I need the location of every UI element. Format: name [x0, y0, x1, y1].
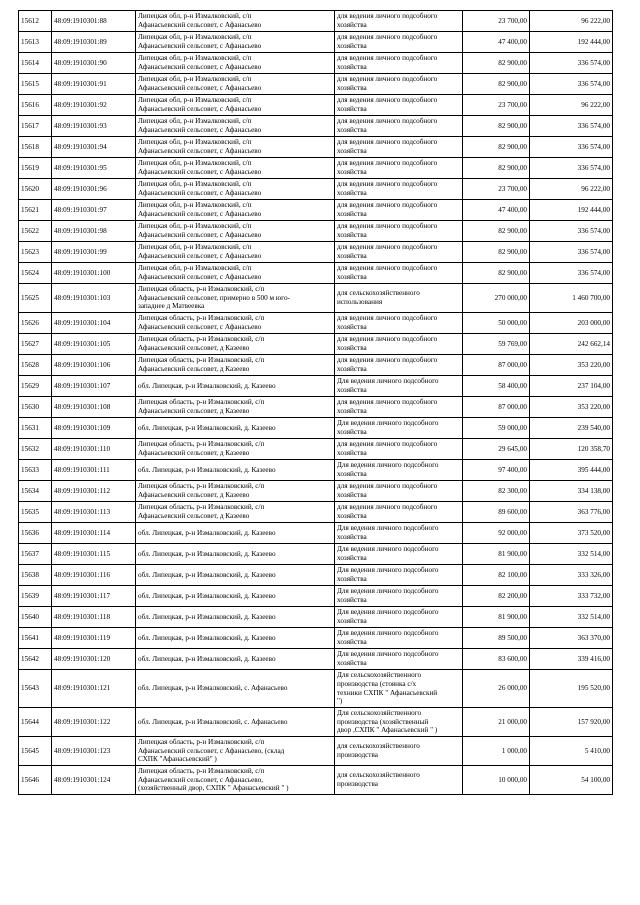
table-row [19, 221, 613, 242]
cadastral-value-cell: 192 444,00 [530, 32, 613, 53]
area-cell: 82 900,00 [463, 53, 530, 74]
table-row [19, 737, 613, 766]
row-number-cell: 15620 [19, 179, 52, 200]
row-number-cell: 15626 [19, 313, 52, 334]
cadastral-number-cell: 48:09:1910301:92 [52, 95, 136, 116]
area-cell: 87 000,00 [463, 397, 530, 418]
area-cell: 82 900,00 [463, 158, 530, 179]
area-cell: 81 900,00 [463, 544, 530, 565]
cadastral-number-cell: 48:09:1910301:117 [52, 586, 136, 607]
address-cell: Липецкая область, р-н Измалковский, с/п Афанасьевский сельсовет, д Казеево [136, 397, 335, 418]
area-cell: 23 700,00 [463, 95, 530, 116]
area-cell: 21 000,00 [463, 708, 530, 737]
land-use-cell: для ведения личного подсобного хозяйства [335, 397, 463, 418]
area-cell: 82 900,00 [463, 74, 530, 95]
address-cell: Липецкая обл, р-н Измалковский, с/п Афанасьевский сельсовет, с Афанасьево [136, 95, 335, 116]
cadastral-number-cell: 48:09:1910301:98 [52, 221, 136, 242]
table-row [19, 523, 613, 544]
address-cell: обл. Липецкая, р-н Измалковский, д. Казеево [136, 586, 335, 607]
address-cell: обл. Липецкая, р-н Измалковский, с. Афанасьево [136, 670, 335, 708]
cadastral-value-cell: 96 222,00 [530, 179, 613, 200]
area-cell: 10 000,00 [463, 766, 530, 795]
land-use-cell: для ведения личного подсобного хозяйства [335, 355, 463, 376]
table-row [19, 158, 613, 179]
cadastral-number-cell: 48:09:1910301:115 [52, 544, 136, 565]
address-cell: Липецкая обл, р-н Измалковский, с/п Афанасьевский сельсовет, с Афанасьево [136, 263, 335, 284]
table-row [19, 376, 613, 397]
row-number-cell: 15616 [19, 95, 52, 116]
cadastral-number-cell: 48:09:1910301:119 [52, 628, 136, 649]
cadastral-value-cell: 333 732,00 [530, 586, 613, 607]
cadastral-number-cell: 48:09:1910301:104 [52, 313, 136, 334]
row-number-cell: 15635 [19, 502, 52, 523]
address-cell: Липецкая обл, р-н Измалковский, с/п Афанасьевский сельсовет, с Афанасьево [136, 11, 335, 32]
address-cell: обл. Липецкая, р-н Измалковский, с. Афанасьево [136, 708, 335, 737]
cadastral-number-cell: 48:09:1910301:108 [52, 397, 136, 418]
land-use-cell: Для сельскохозяйственного производства (стоянка с/х техники СХПК " Афанасьевский ") [335, 670, 463, 708]
cadastral-number-cell: 48:09:1910301:124 [52, 766, 136, 795]
cadastral-number-cell: 48:09:1910301:122 [52, 708, 136, 737]
cadastral-number-cell: 48:09:1910301:95 [52, 158, 136, 179]
address-cell: обл. Липецкая, р-н Измалковский, д. Казеево [136, 544, 335, 565]
cadastral-number-cell: 48:09:1910301:116 [52, 565, 136, 586]
land-use-cell: Для ведения личного подсобного хозяйства [335, 586, 463, 607]
row-number-cell: 15617 [19, 116, 52, 137]
land-use-cell: Для ведения личного подсобного хозяйства [335, 544, 463, 565]
cadastral-value-cell: 336 574,00 [530, 116, 613, 137]
row-number-cell: 15614 [19, 53, 52, 74]
land-use-cell: Для ведения личного подсобного хозяйства [335, 565, 463, 586]
land-parcel-table [18, 10, 613, 795]
cadastral-number-cell: 48:09:1910301:90 [52, 53, 136, 74]
address-cell: обл. Липецкая, р-н Измалковский, д. Казеево [136, 418, 335, 439]
row-number-cell: 15638 [19, 565, 52, 586]
row-number-cell: 15629 [19, 376, 52, 397]
address-cell: Липецкая область, р-н Измалковский, с/п Афанасьевский сельсовет, д Казеево [136, 355, 335, 376]
table-row [19, 439, 613, 460]
address-cell: обл. Липецкая, р-н Измалковский, д. Казеево [136, 523, 335, 544]
cadastral-number-cell: 48:09:1910301:106 [52, 355, 136, 376]
cadastral-value-cell: 332 514,00 [530, 607, 613, 628]
table-row [19, 418, 613, 439]
area-cell: 82 900,00 [463, 263, 530, 284]
row-number-cell: 15631 [19, 418, 52, 439]
cadastral-value-cell: 363 370,00 [530, 628, 613, 649]
land-use-cell: для ведения личного подсобного хозяйства [335, 313, 463, 334]
cadastral-number-cell: 48:09:1910301:91 [52, 74, 136, 95]
cadastral-value-cell: 332 514,00 [530, 544, 613, 565]
table-row [19, 200, 613, 221]
row-number-cell: 15623 [19, 242, 52, 263]
row-number-cell: 15630 [19, 397, 52, 418]
land-use-cell: для ведения личного подсобного хозяйства [335, 32, 463, 53]
row-number-cell: 15624 [19, 263, 52, 284]
table-row [19, 179, 613, 200]
row-number-cell: 15641 [19, 628, 52, 649]
cadastral-number-cell: 48:09:1910301:94 [52, 137, 136, 158]
cadastral-number-cell: 48:09:1910301:107 [52, 376, 136, 397]
area-cell: 81 900,00 [463, 607, 530, 628]
land-use-cell: для ведения личного подсобного хозяйства [335, 158, 463, 179]
cadastral-number-cell: 48:09:1910301:113 [52, 502, 136, 523]
area-cell: 58 400,00 [463, 376, 530, 397]
table-row [19, 116, 613, 137]
area-cell: 82 100,00 [463, 565, 530, 586]
cadastral-value-cell: 336 574,00 [530, 74, 613, 95]
area-cell: 87 000,00 [463, 355, 530, 376]
cadastral-value-cell: 395 444,00 [530, 460, 613, 481]
cadastral-number-cell: 48:09:1910301:111 [52, 460, 136, 481]
land-use-cell: для ведения личного подсобного хозяйства [335, 439, 463, 460]
land-use-cell: Для ведения личного подсобного хозяйства [335, 607, 463, 628]
cadastral-value-cell: 336 574,00 [530, 263, 613, 284]
cadastral-value-cell: 203 000,00 [530, 313, 613, 334]
cadastral-number-cell: 48:09:1910301:114 [52, 523, 136, 544]
address-cell: Липецкая обл, р-н Измалковский, с/п Афанасьевский сельсовет, с Афанасьево [136, 179, 335, 200]
area-cell: 47 400,00 [463, 200, 530, 221]
table-row [19, 649, 613, 670]
address-cell: Липецкая область, р-н Измалковский, с/п Афанасьевский сельсовет, с Афанасьево [136, 313, 335, 334]
table-row [19, 242, 613, 263]
cadastral-number-cell: 48:09:1910301:123 [52, 737, 136, 766]
land-use-cell: для ведения личного подсобного хозяйства [335, 334, 463, 355]
address-cell: Липецкая обл, р-н Измалковский, с/п Афанасьевский сельсовет, с Афанасьево [136, 74, 335, 95]
area-cell: 270 000,00 [463, 284, 530, 313]
land-use-cell: для ведения личного подсобного хозяйства [335, 11, 463, 32]
cadastral-number-cell: 48:09:1910301:93 [52, 116, 136, 137]
cadastral-number-cell: 48:09:1910301:105 [52, 334, 136, 355]
address-cell: Липецкая область, р-н Измалковский, с/п Афанасьевский сельсовет, д Казеево [136, 439, 335, 460]
table-row [19, 32, 613, 53]
land-use-cell: Для сельскохозяйственного производства (хозяйственный двор ,СХПК " Афанасьевский " ) [335, 708, 463, 737]
land-use-cell: для ведения личного подсобного хозяйства [335, 74, 463, 95]
area-cell: 23 700,00 [463, 11, 530, 32]
land-use-cell: для сельскохозяйственного использования [335, 284, 463, 313]
row-number-cell: 15619 [19, 158, 52, 179]
row-number-cell: 15646 [19, 766, 52, 795]
table-row [19, 607, 613, 628]
table-row [19, 74, 613, 95]
table-row [19, 481, 613, 502]
cadastral-number-cell: 48:09:1910301:110 [52, 439, 136, 460]
land-use-cell: для сельскохозяйственного производства [335, 737, 463, 766]
area-cell: 97 400,00 [463, 460, 530, 481]
table-row [19, 586, 613, 607]
table-row [19, 708, 613, 737]
cadastral-value-cell: 339 416,00 [530, 649, 613, 670]
table-row [19, 460, 613, 481]
area-cell: 29 645,00 [463, 439, 530, 460]
row-number-cell: 15637 [19, 544, 52, 565]
cadastral-value-cell: 336 574,00 [530, 53, 613, 74]
address-cell: обл. Липецкая, р-н Измалковский, д. Казеево [136, 607, 335, 628]
land-use-cell: для сельскохозяйственного производства [335, 766, 463, 795]
cadastral-value-cell: 353 220,00 [530, 397, 613, 418]
area-cell: 89 500,00 [463, 628, 530, 649]
cadastral-value-cell: 237 104,00 [530, 376, 613, 397]
row-number-cell: 15640 [19, 607, 52, 628]
row-number-cell: 15622 [19, 221, 52, 242]
row-number-cell: 15612 [19, 11, 52, 32]
address-cell: обл. Липецкая, р-н Измалковский, д. Казеево [136, 376, 335, 397]
address-cell: Липецкая обл, р-н Измалковский, с/п Афанасьевский сельсовет, с Афанасьево [136, 32, 335, 53]
row-number-cell: 15627 [19, 334, 52, 355]
table-row [19, 263, 613, 284]
cadastral-number-cell: 48:09:1910301:97 [52, 200, 136, 221]
table-row [19, 628, 613, 649]
area-cell: 59 769,00 [463, 334, 530, 355]
area-cell: 26 000,00 [463, 670, 530, 708]
table-row [19, 502, 613, 523]
cadastral-value-cell: 336 574,00 [530, 242, 613, 263]
address-cell: Липецкая обл, р-н Измалковский, с/п Афанасьевский сельсовет, с Афанасьево [136, 200, 335, 221]
table-row [19, 670, 613, 708]
cadastral-value-cell: 353 220,00 [530, 355, 613, 376]
area-cell: 59 000,00 [463, 418, 530, 439]
address-cell: Липецкая область, р-н Измалковский, с/п Афанасьевский сельсовет, с Афанасьево, (склад СХПК "Афанасьевский" ) [136, 737, 335, 766]
land-use-cell: для ведения личного подсобного хозяйства [335, 481, 463, 502]
row-number-cell: 15621 [19, 200, 52, 221]
cadastral-number-cell: 48:09:1910301:88 [52, 11, 136, 32]
cadastral-value-cell: 336 574,00 [530, 158, 613, 179]
cadastral-value-cell: 120 358,70 [530, 439, 613, 460]
land-use-cell: для ведения личного подсобного хозяйства [335, 263, 463, 284]
row-number-cell: 15615 [19, 74, 52, 95]
land-use-cell: Для ведения личного подсобного хозяйства [335, 460, 463, 481]
cadastral-number-cell: 48:09:1910301:120 [52, 649, 136, 670]
row-number-cell: 15644 [19, 708, 52, 737]
address-cell: Липецкая обл, р-н Измалковский, с/п Афанасьевский сельсовет, с Афанасьево [136, 158, 335, 179]
cadastral-value-cell: 336 574,00 [530, 137, 613, 158]
land-use-cell: Для ведения личного подсобного хозяйства [335, 523, 463, 544]
table-row [19, 544, 613, 565]
land-use-cell: для ведения личного подсобного хозяйства [335, 137, 463, 158]
area-cell: 89 600,00 [463, 502, 530, 523]
cadastral-value-cell: 239 540,00 [530, 418, 613, 439]
table-row [19, 397, 613, 418]
area-cell: 50 000,00 [463, 313, 530, 334]
row-number-cell: 15636 [19, 523, 52, 544]
cadastral-value-cell: 242 662,14 [530, 334, 613, 355]
land-use-cell: Для ведения личного подсобного хозяйства [335, 418, 463, 439]
cadastral-number-cell: 48:09:1910301:103 [52, 284, 136, 313]
cadastral-number-cell: 48:09:1910301:100 [52, 263, 136, 284]
area-cell: 83 600,00 [463, 649, 530, 670]
address-cell: Липецкая область, р-н Измалковский, с/п Афанасьевский сельсовет, д Казеево [136, 481, 335, 502]
cadastral-value-cell: 1 460 700,00 [530, 284, 613, 313]
area-cell: 82 900,00 [463, 116, 530, 137]
cadastral-number-cell: 48:09:1910301:89 [52, 32, 136, 53]
address-cell: Липецкая обл, р-н Измалковский, с/п Афанасьевский сельсовет, с Афанасьево [136, 221, 335, 242]
area-cell: 82 200,00 [463, 586, 530, 607]
table-row [19, 766, 613, 795]
land-use-cell: для ведения личного подсобного хозяйства [335, 221, 463, 242]
row-number-cell: 15632 [19, 439, 52, 460]
table-body [19, 11, 613, 795]
area-cell: 82 900,00 [463, 137, 530, 158]
table-row [19, 334, 613, 355]
row-number-cell: 15613 [19, 32, 52, 53]
address-cell: Липецкая обл, р-н Измалковский, с/п Афанасьевский сельсовет, с Афанасьево [136, 242, 335, 263]
land-use-cell: для ведения личного подсобного хозяйства [335, 95, 463, 116]
address-cell: Липецкая обл, р-н Измалковский, с/п Афанасьевский сельсовет, с Афанасьево [136, 53, 335, 74]
row-number-cell: 15625 [19, 284, 52, 313]
address-cell: Липецкая обл, р-н Измалковский, с/п Афанасьевский сельсовет, с Афанасьево [136, 137, 335, 158]
address-cell: Липецкая обл, р-н Измалковский, с/п Афанасьевский сельсовет, с Афанасьево [136, 116, 335, 137]
cadastral-value-cell: 54 100,00 [530, 766, 613, 795]
cadastral-value-cell: 334 138,00 [530, 481, 613, 502]
row-number-cell: 15634 [19, 481, 52, 502]
cadastral-number-cell: 48:09:1910301:96 [52, 179, 136, 200]
row-number-cell: 15643 [19, 670, 52, 708]
cadastral-number-cell: 48:09:1910301:99 [52, 242, 136, 263]
land-use-cell: для ведения личного подсобного хозяйства [335, 179, 463, 200]
table-row [19, 284, 613, 313]
table-row [19, 565, 613, 586]
row-number-cell: 15639 [19, 586, 52, 607]
table-row [19, 313, 613, 334]
cadastral-value-cell: 157 920,00 [530, 708, 613, 737]
address-cell: Липецкая область, р-н Измалковский, с/п Афанасьевский сельсовет, д Казеево [136, 334, 335, 355]
land-use-cell: Для ведения личного подсобного хозяйства [335, 649, 463, 670]
cadastral-value-cell: 336 574,00 [530, 221, 613, 242]
table-row [19, 11, 613, 32]
table-row [19, 137, 613, 158]
address-cell: обл. Липецкая, р-н Измалковский, д. Казеево [136, 628, 335, 649]
cadastral-number-cell: 48:09:1910301:118 [52, 607, 136, 628]
cadastral-value-cell: 192 444,00 [530, 200, 613, 221]
area-cell: 92 000,00 [463, 523, 530, 544]
row-number-cell: 15633 [19, 460, 52, 481]
row-number-cell: 15642 [19, 649, 52, 670]
land-use-cell: для ведения личного подсобного хозяйства [335, 53, 463, 74]
area-cell: 1 000,00 [463, 737, 530, 766]
cadastral-value-cell: 5 410,00 [530, 737, 613, 766]
cadastral-number-cell: 48:09:1910301:112 [52, 481, 136, 502]
cadastral-number-cell: 48:09:1910301:109 [52, 418, 136, 439]
row-number-cell: 15645 [19, 737, 52, 766]
address-cell: Липецкая область, р-н Измалковский, с/п Афанасьевский сельсовет, примерно в 500 м юго- западнее д Матвеевка [136, 284, 335, 313]
land-use-cell: Для ведения личного подсобного хозяйства [335, 376, 463, 397]
cadastral-number-cell: 48:09:1910301:121 [52, 670, 136, 708]
area-cell: 82 900,00 [463, 221, 530, 242]
cadastral-value-cell: 96 222,00 [530, 95, 613, 116]
row-number-cell: 15618 [19, 137, 52, 158]
cadastral-value-cell: 373 520,00 [530, 523, 613, 544]
table-row [19, 95, 613, 116]
land-use-cell: для ведения личного подсобного хозяйства [335, 502, 463, 523]
address-cell: обл. Липецкая, р-н Измалковский, д. Казеево [136, 649, 335, 670]
area-cell: 82 300,00 [463, 481, 530, 502]
table-row [19, 53, 613, 74]
address-cell: обл. Липецкая, р-н Измалковский, д. Казеево [136, 460, 335, 481]
area-cell: 82 900,00 [463, 242, 530, 263]
cadastral-value-cell: 195 520,00 [530, 670, 613, 708]
land-use-cell: для ведения личного подсобного хозяйства [335, 200, 463, 221]
area-cell: 47 400,00 [463, 32, 530, 53]
land-use-cell: Для ведения личного подсобного хозяйства [335, 628, 463, 649]
row-number-cell: 15628 [19, 355, 52, 376]
cadastral-value-cell: 96 222,00 [530, 11, 613, 32]
area-cell: 23 700,00 [463, 179, 530, 200]
address-cell: Липецкая область, р-н Измалковский, с/п Афанасьевский сельсовет, д Казеево [136, 502, 335, 523]
address-cell: обл. Липецкая, р-н Измалковский, д. Казеево [136, 565, 335, 586]
table-row [19, 355, 613, 376]
cadastral-value-cell: 333 326,00 [530, 565, 613, 586]
cadastral-value-cell: 363 776,00 [530, 502, 613, 523]
land-use-cell: для ведения личного подсобного хозяйства [335, 242, 463, 263]
land-use-cell: для ведения личного подсобного хозяйства [335, 116, 463, 137]
address-cell: Липецкая область, р-н Измалковский, с/п Афанасьевский сельсовет, с Афанасьево, (хозяйственный двор, СХПК " Афанасьевский " ) [136, 766, 335, 795]
